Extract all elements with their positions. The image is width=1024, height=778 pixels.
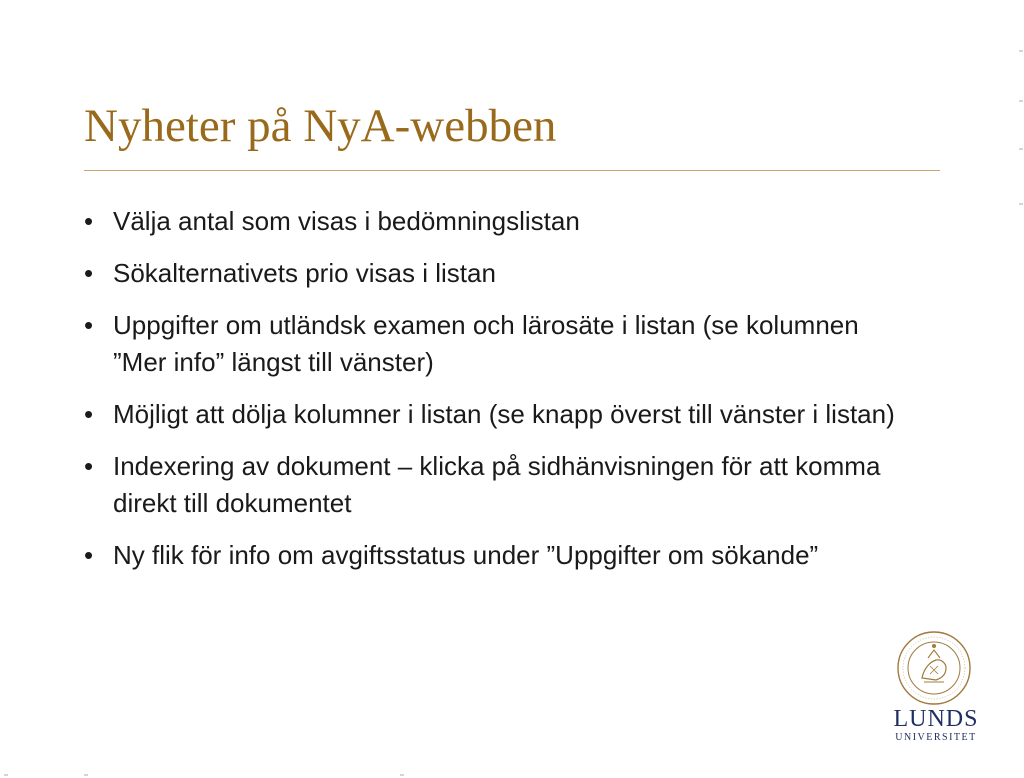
- bullet-text: Uppgifter om utländsk examen och lärosäte i listan (se kolumnen ”Mer info” längst till vänster): [113, 310, 859, 377]
- list-item: [84, 203, 904, 240]
- wordmark-lunds: LUNDS: [893, 706, 979, 732]
- university-wordmark: [876, 706, 996, 744]
- edge-tick: [84, 774, 88, 776]
- lunds-universitet-logo: [876, 630, 996, 750]
- edge-tick: [4, 774, 8, 776]
- edge-tick: [400, 774, 404, 776]
- bullet-list: [84, 203, 904, 589]
- bullet-marker: •: [84, 540, 94, 570]
- bullet-marker: •: [84, 451, 94, 481]
- bullet-marker: •: [84, 399, 94, 429]
- title-divider: [84, 170, 940, 171]
- slide-title: Nyheter på NyA-webben: [84, 100, 557, 152]
- list-item: [84, 255, 904, 292]
- list-item: [84, 537, 904, 574]
- list-item: [84, 396, 904, 433]
- edge-tick: [1019, 203, 1023, 205]
- edge-tick: [1019, 148, 1023, 150]
- edge-tick: [1019, 100, 1023, 102]
- list-item: [84, 307, 904, 381]
- bullet-text: Välja antal som visas i bedömningslistan: [113, 206, 580, 236]
- university-seal-icon: [896, 630, 972, 706]
- bullet-marker: •: [84, 310, 94, 340]
- bullet-marker: •: [84, 258, 94, 288]
- bullet-marker: •: [84, 206, 94, 236]
- bullet-text: Sökalternativets prio visas i listan: [113, 258, 496, 288]
- bullet-text: Möjligt att dölja kolumner i listan (se knapp överst till vänster i listan): [113, 399, 895, 429]
- edge-tick: [1019, 50, 1023, 52]
- list-item: [84, 448, 904, 522]
- wordmark-universitet: UNIVERSITET: [895, 732, 977, 743]
- bullet-text: Ny flik för info om avgiftsstatus under ”Uppgifter om sökande”: [113, 540, 819, 570]
- bullet-text: Indexering av dokument – klicka på sidhänvisningen för att komma direkt till dokumentet: [113, 451, 881, 518]
